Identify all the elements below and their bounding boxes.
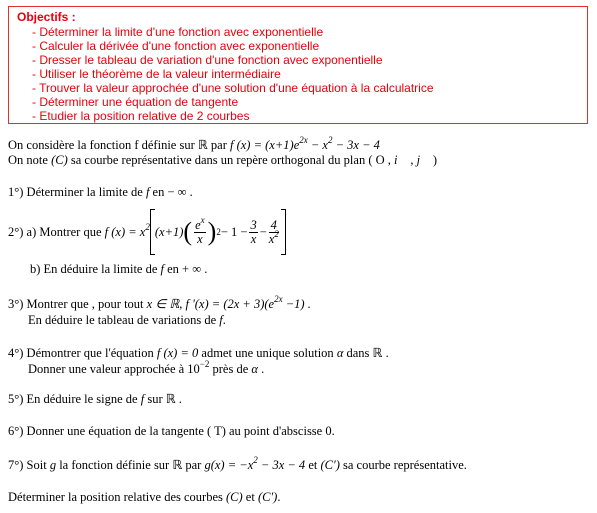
question-text: 1°) Déterminer la limite de: [8, 185, 143, 199]
formula-part: f '(x) = (2x + 3)(e: [185, 297, 275, 311]
exponent: 2x: [299, 135, 308, 145]
formula-part: − x: [307, 138, 328, 152]
formula-part: x ∈ ℝ,: [143, 297, 186, 311]
final-question: [8, 490, 280, 505]
objective-item: - Trouver la valeur approchée d'une solution d'une équation à la calculatrice: [32, 81, 434, 95]
function-symbol: f: [142, 185, 153, 199]
formula-part: 4: [270, 217, 277, 232]
formula-part: − 1 −: [220, 224, 248, 239]
curve-label: (C′): [257, 490, 278, 504]
question-4-sub: [28, 359, 265, 377]
intro-text: ,: [407, 153, 417, 167]
objective-item: - Etudier la position relative de 2 courbes: [32, 109, 250, 123]
function-symbol: f: [216, 313, 223, 327]
question-2a: 2°) a) Montrer que f $(x) = x^2$ (x+1) ( $\frac{e^x}{x}$ ) 2 − 1 − $\frac{3}{x}$ − $\frac{4}{x^2}$: [8, 208, 286, 256]
question-text: près de: [209, 362, 249, 376]
question-text: admet une unique solution: [201, 346, 334, 360]
question-text: b) En déduire la limite de: [30, 262, 158, 276]
objective-item: - Déterminer une équation de tangente: [32, 95, 239, 109]
question-6: [8, 424, 335, 439]
intro-line-1: [8, 137, 380, 153]
question-text: 3°) Montrer que , pour tout: [8, 297, 144, 311]
question-2b: [30, 262, 207, 277]
question-text: 6°) Donner une équation de la tangente ( T) au point d'abscisse 0.: [8, 424, 335, 438]
vector-i: i⃗: [394, 153, 408, 167]
objective-item: - Dresser le tableau de variation d'une fonction avec exponentielle: [32, 53, 383, 67]
exponent: 2: [145, 221, 150, 232]
formula-part: − 3x − 4: [257, 458, 309, 472]
question-text: et: [242, 490, 258, 504]
question-5: [8, 391, 182, 407]
formula-part: x: [197, 231, 203, 246]
function-symbol: g: [46, 458, 60, 472]
vector-j: j⃗: [416, 153, 430, 167]
question-1: [8, 185, 193, 200]
formula-part: f (x) = (x+1)e: [229, 138, 300, 152]
formula-part: x: [268, 231, 275, 246]
exponent: 2: [274, 228, 279, 239]
objectives-title: Objectifs :: [17, 10, 76, 24]
formula-part: e: [195, 217, 201, 232]
intro-text: ): [429, 153, 438, 167]
question-text: et: [308, 458, 318, 472]
question-text: En déduire le tableau de variations de: [28, 313, 217, 327]
exponent: 2: [327, 135, 333, 145]
fraction-ex-over-x: [194, 214, 206, 246]
exponent: x: [200, 214, 205, 225]
question-text: sa courbe représentative.: [343, 458, 467, 472]
exponent: −2: [199, 359, 210, 369]
question-4: [8, 345, 389, 361]
question-text: 4°) Démontrer que l'équation: [8, 346, 154, 360]
question-text: .: [277, 490, 281, 504]
formula-part: 3: [250, 217, 257, 232]
question-text: 7°) Soit: [8, 458, 47, 472]
question-text: Donner une valeur approchée à 10: [28, 362, 200, 376]
question-text: 5°) En déduire le signe de: [8, 392, 138, 406]
intro-line-2: [8, 153, 437, 168]
question-text: .: [257, 362, 265, 376]
function-definition: [229, 135, 380, 152]
question-text: 2°) a) Montrer que: [8, 224, 102, 239]
question-text: Déterminer la position relative des courbes: [8, 490, 226, 504]
curve-label: (C′): [317, 458, 343, 472]
q2-lhs: [104, 221, 150, 240]
fraction-3-over-x: [249, 219, 257, 246]
objective-item: - Calculer la dérivée d'une fonction avec exponentielle: [32, 39, 320, 53]
curve-label: (C): [225, 490, 243, 504]
curve-label: (C): [51, 153, 68, 167]
question-text: sur ℝ .: [147, 392, 182, 406]
exponent: 2x: [274, 294, 283, 304]
intro-text: On considère la fonction f définie sur ℝ par: [8, 138, 227, 152]
formula-part: g(x) = −x: [201, 458, 254, 472]
question-text: dans ℝ .: [346, 346, 389, 360]
formula-part: (x+1): [154, 224, 184, 239]
exponent: 2: [253, 455, 258, 465]
right-paren: ): [207, 217, 217, 246]
formula-part: − 3x − 4: [332, 138, 380, 152]
formula-part: −1) .: [282, 297, 311, 311]
objective-item: - Déterminer la limite d'une fonction avec exponentielle: [32, 25, 324, 39]
formula-part: x: [250, 231, 257, 246]
objectives-box: [8, 6, 588, 124]
alpha-symbol: α: [333, 346, 347, 360]
alpha-symbol: α: [248, 362, 258, 376]
question-3: [8, 296, 311, 312]
question-7: [8, 457, 467, 473]
formula-part: −: [259, 224, 267, 239]
fraction-4-over-x2: [269, 219, 279, 246]
objective-item: - Utiliser le théorème de la valeur intermédiaire: [32, 67, 281, 81]
function-symbol: f: [157, 262, 168, 276]
formula-part: f (x) = x: [104, 224, 146, 239]
formula-part: f (x) = 0: [153, 346, 202, 360]
right-bracket: [281, 209, 286, 255]
question-3-sub: [28, 313, 226, 328]
intro-text: On note: [8, 153, 52, 167]
question-text: .: [222, 313, 226, 327]
question-text: en + ∞ .: [167, 262, 208, 276]
question-text: la fonction définie sur ℝ par: [59, 458, 202, 472]
left-paren: (: [183, 217, 193, 246]
question-text: en − ∞ .: [152, 185, 193, 199]
function-symbol: f: [137, 392, 148, 406]
intro-text: sa courbe représentative dans un repère orthogonal du plan ( O ,: [67, 153, 395, 167]
